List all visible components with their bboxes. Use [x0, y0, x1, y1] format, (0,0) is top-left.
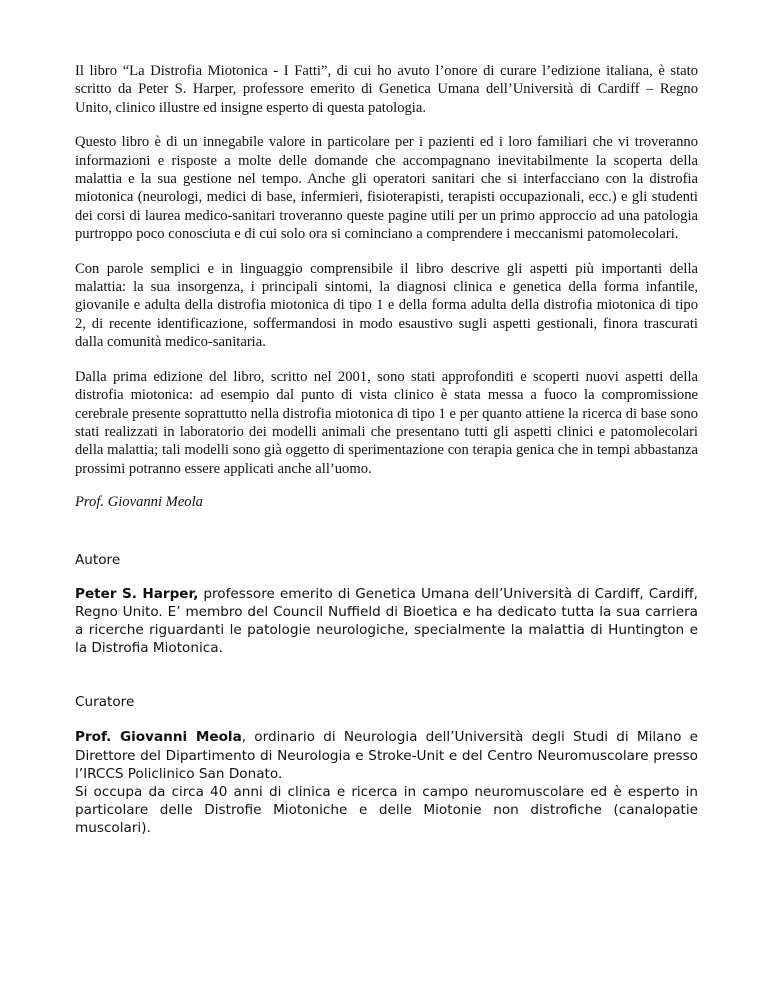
author-heading: Autore — [75, 551, 121, 568]
curator-bio — [75, 728, 698, 783]
intro-paragraph-4: Dalla prima edizione del libro, scritto nel 2001, sono stati approfonditi e scoperti nuovi aspetti della distrofia miotonica: ad esempio dal punto di vista clinico è stata messa a fuoco la compromissione cerebrale presente soprattutto nella distrofia miotonica di tipo 1 e per quanto attiene la ricerca di base sono stati realizzati in laboratorio dei modelli animali che presentano tutti gli aspetti clinici e patomolecolari della malattia; tali modelli sono già oggetto di sperimentazione con terapia genica che in tempi abbastanza prossimi potranno essere applicati anche all’uomo. — [75, 368, 698, 477]
author-bio-text: professore emerito di Genetica Umana dell’Università di Cardiff, Cardiff, Regno Unito. E’ membro del Council Nuffield di Bioetica e ha dedicato tutta la sua carriera a ricerche riguardanti le patologie neurologiche, specialmente la malattia di Huntington e la Distrofia Miotonica. — [75, 585, 698, 657]
curator-bio-text: , ordinario di Neurologia dell’Università degli Studi di Milano e Direttore del Dipartimento di Neurologia e Stroke-Unit e del Centro Neuromuscolare presso l’IRCCS Policlinico San Donato. — [75, 729, 698, 782]
signature: Prof. Giovanni Meola — [75, 494, 203, 511]
document-page — [75, 62, 698, 838]
author-bio — [75, 585, 698, 658]
intro-paragraph-2: Questo libro è di un innegabile valore in particolare per i pazienti ed i loro familiari che vi troveranno informazioni e risposte a molte delle domande che accompagnano inevitabilmente la scoperta della malattia e la sua gestione nel tempo. Anche gli operatori sanitari che si interfacciano con la distrofia miotonica (neurologi, medici di base, infermieri, fisioterapisti, terapisti occupazionali, ecc.) e gli studenti dei corsi di laurea medico-sanitari troveranno queste pagine utili per un primo approccio ad una patologia purtroppo poco conosciuta e di cui solo ora si cominciano a comprendere i meccanismi patomolecolari. — [75, 134, 698, 243]
curator-bio-2: Si occupa da circa 40 anni di clinica e ricerca in campo neuromuscolare ed è esperto in particolare delle Distrofie Miotoniche e delle Miotonie non distrofiche (canalopatie muscolari). — [75, 783, 698, 837]
intro-paragraph-3: Con parole semplici e in linguaggio comprensibile il libro descrive gli aspetti più importanti della malattia: la sua insorgenza, i principali sintomi, la diagnosi clinica e genetica della forma infantile, giovanile e adulta della distrofia miotonica di tipo 1 e della forma adulta della distrofia miotonica di tipo 2, di recente identificazione, soffermandosi in modo esaustivo sugli aspetti gestionali, finora trascurati dalla comunità medico-sanitaria. — [75, 260, 698, 351]
intro-paragraph-1: Il libro “La Distrofia Miotonica - I Fatti”, di cui ho avuto l’onore di curare l’edizione italiana, è stato scritto da Peter S. Harper, professore emerito di Genetica Umana dell’Università di Cardiff – Regno Unito, clinico illustre ed insigne esperto di questa patologia. — [75, 63, 698, 116]
author-name: Peter S. Harper, — [75, 585, 199, 602]
curator-name: Prof. Giovanni Meola — [75, 729, 242, 746]
curator-heading: Curatore — [75, 694, 135, 711]
